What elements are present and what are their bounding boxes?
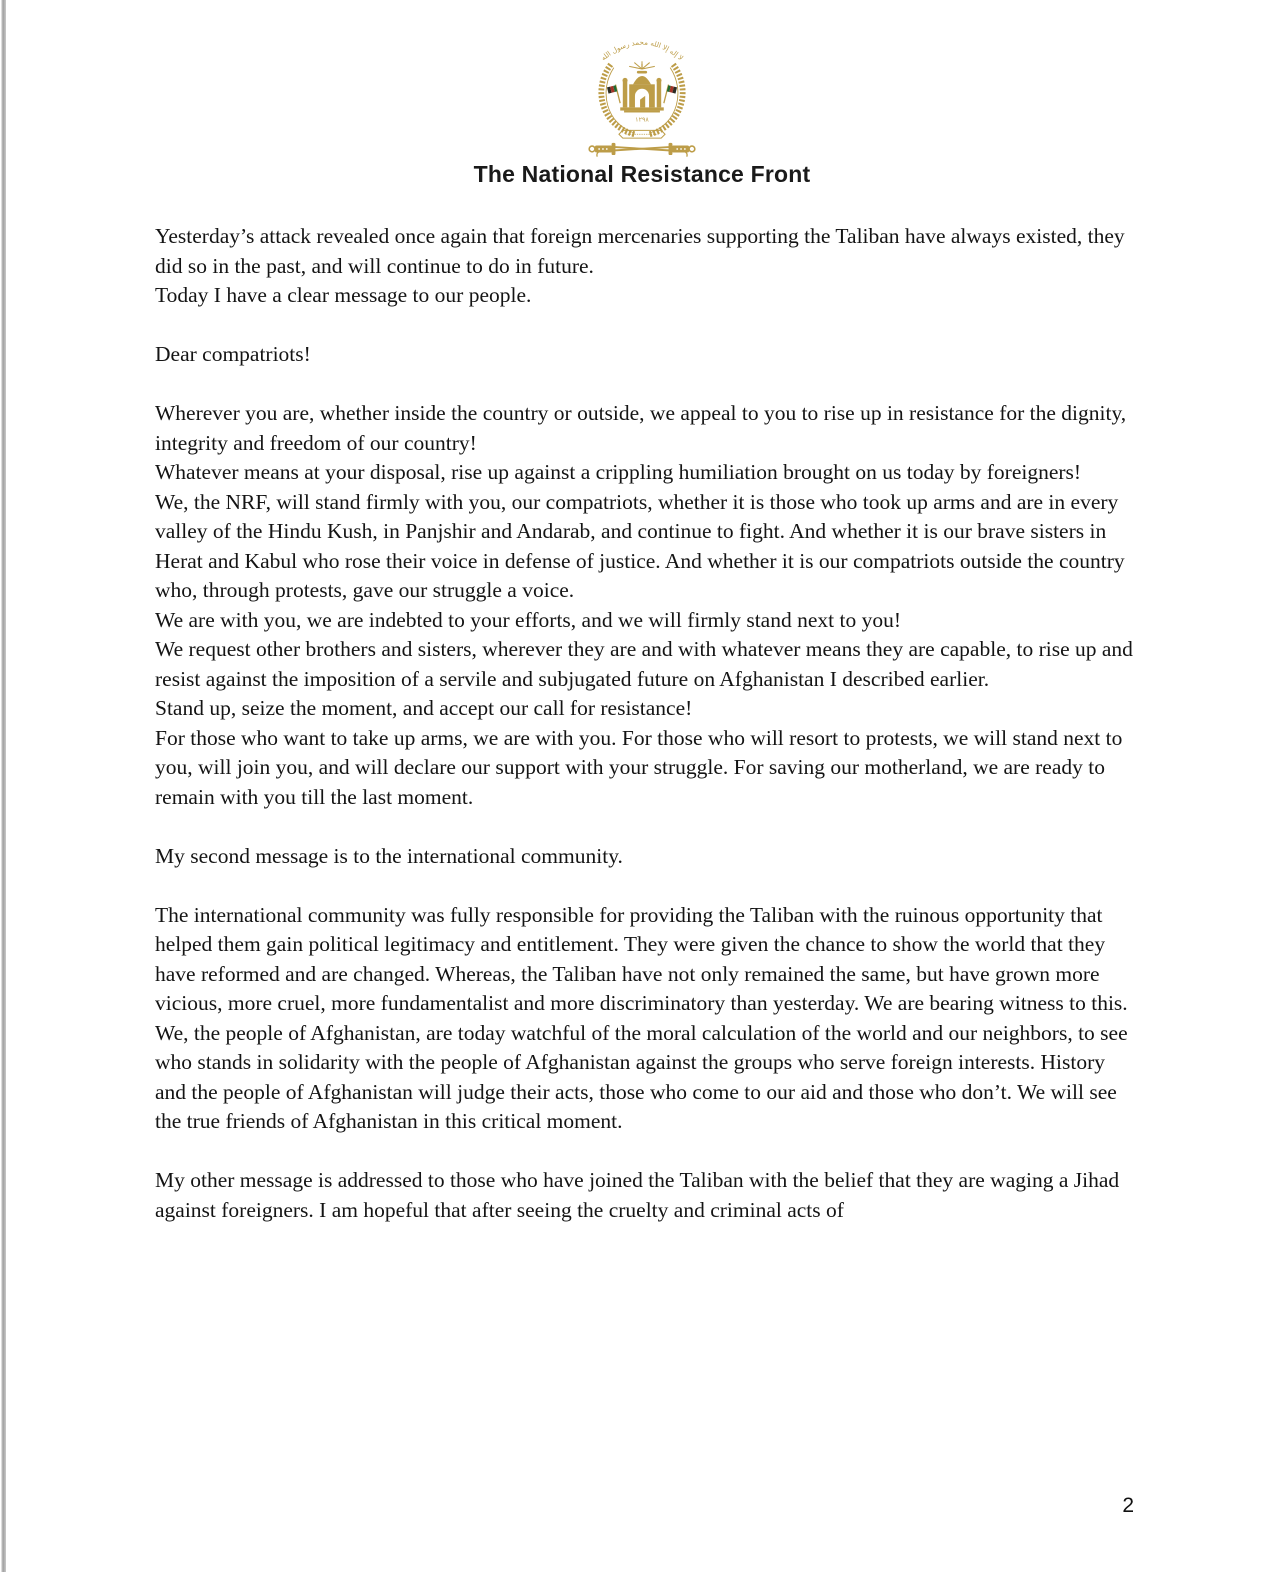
svg-text:لا إله إلا الله محمد رسول الله	[599, 38, 685, 63]
document-body	[155, 222, 1133, 1225]
paragraph: Stand up, seize the moment, and accept our call for resistance!	[155, 696, 693, 720]
paragraph-block	[155, 222, 1133, 311]
nrf-emblem-icon	[578, 24, 706, 160]
paragraph: Dear compatriots!	[155, 342, 311, 366]
paragraph: Whatever means at your disposal, rise up against a crippling humiliation brought on us today by foreigners!	[155, 460, 1082, 484]
emblem-flag-right-icon	[664, 85, 677, 106]
paragraph: The international community was fully responsible for providing the Taliban with the ruinous opportunity that helped them gain political legitimacy and entitlement. They were given the chance to show the world that they have reformed and are changed. Whereas, the Taliban have not only remained the same, but have grown more vicious, more cruel, more fundamentalist and more discriminatory than yesterday. We are bearing witness to this.	[155, 902, 1128, 1015]
emblem-flag-left-icon	[607, 85, 620, 106]
emblem-shahada-text: لا إله إلا الله محمد رسول الله	[598, 37, 686, 63]
document-title: The National Resistance Front	[473, 161, 811, 187]
paragraph-block	[155, 399, 1133, 812]
paragraph: For those who want to take up arms, we are with you. For those who will resort to protests, we will stand next to you, will join you, and will declare our support with your struggle. For saving our motherland, we are ready to remain with you till the last moment.	[155, 725, 1123, 809]
paragraph: We request other brothers and sisters, wherever they are and with whatever means they are capable, to rise up and resist against the imposition of a servile and subjugated future on Afghanistan I described earlier.	[155, 637, 1133, 691]
paragraph-block	[155, 842, 1133, 872]
paragraph: Yesterday’s attack revealed once again that foreign mercenaries supporting the Taliban have always existed, they did so in the past, and will continue to do in future.	[155, 224, 1125, 278]
paragraph: We, the people of Afghanistan, are today watchful of the moral calculation of the world and our neighbors, to see who stands in solidarity with the people of Afghanistan against the groups who serve foreign interests. History and the people of Afghanistan will judge their acts, those who come to our aid and those who don’t. We will see the true friends of Afghanistan in this critical moment.	[155, 1020, 1128, 1133]
paragraph: My other message is addressed to those who have joined the Taliban with the belief that they are waging a Jihad against foreigners. I am hopeful that after seeing the cruelty and criminal acts of	[155, 1168, 1120, 1222]
paragraph-block	[155, 1166, 1133, 1225]
emblem-swords-icon	[589, 143, 695, 156]
page-edge-strip	[1, 0, 6, 1572]
paragraph-block	[155, 901, 1133, 1137]
paragraph: We, the NRF, will stand firmly with you, our compatriots, whether it is those who took up arms and are in every valley of the Hindu Kush, in Panjshir and Andarab, and continue to fight. And whether it is our brave sisters in Herat and Kabul who rose their voice in defense of justice. And whether it is our compatriots outside the country who, through protests, gave our struggle a voice.	[155, 489, 1125, 602]
paragraph-block	[155, 340, 1133, 370]
paragraph: Wherever you are, whether inside the country or outside, we appeal to you to rise up in resistance for the dignity, integrity and freedom of our country!	[155, 401, 1127, 455]
page-number: 2	[1122, 1494, 1134, 1517]
emblem-year-text: ۱۲۹۸	[635, 115, 649, 124]
paragraph: We are with you, we are indebted to your efforts, and we will firmly stand next to you!	[155, 607, 901, 632]
paragraph: Today I have a clear message to our people.	[155, 283, 532, 307]
document-header	[0, 24, 1284, 188]
paragraph: My second message is to the international community.	[155, 843, 623, 868]
